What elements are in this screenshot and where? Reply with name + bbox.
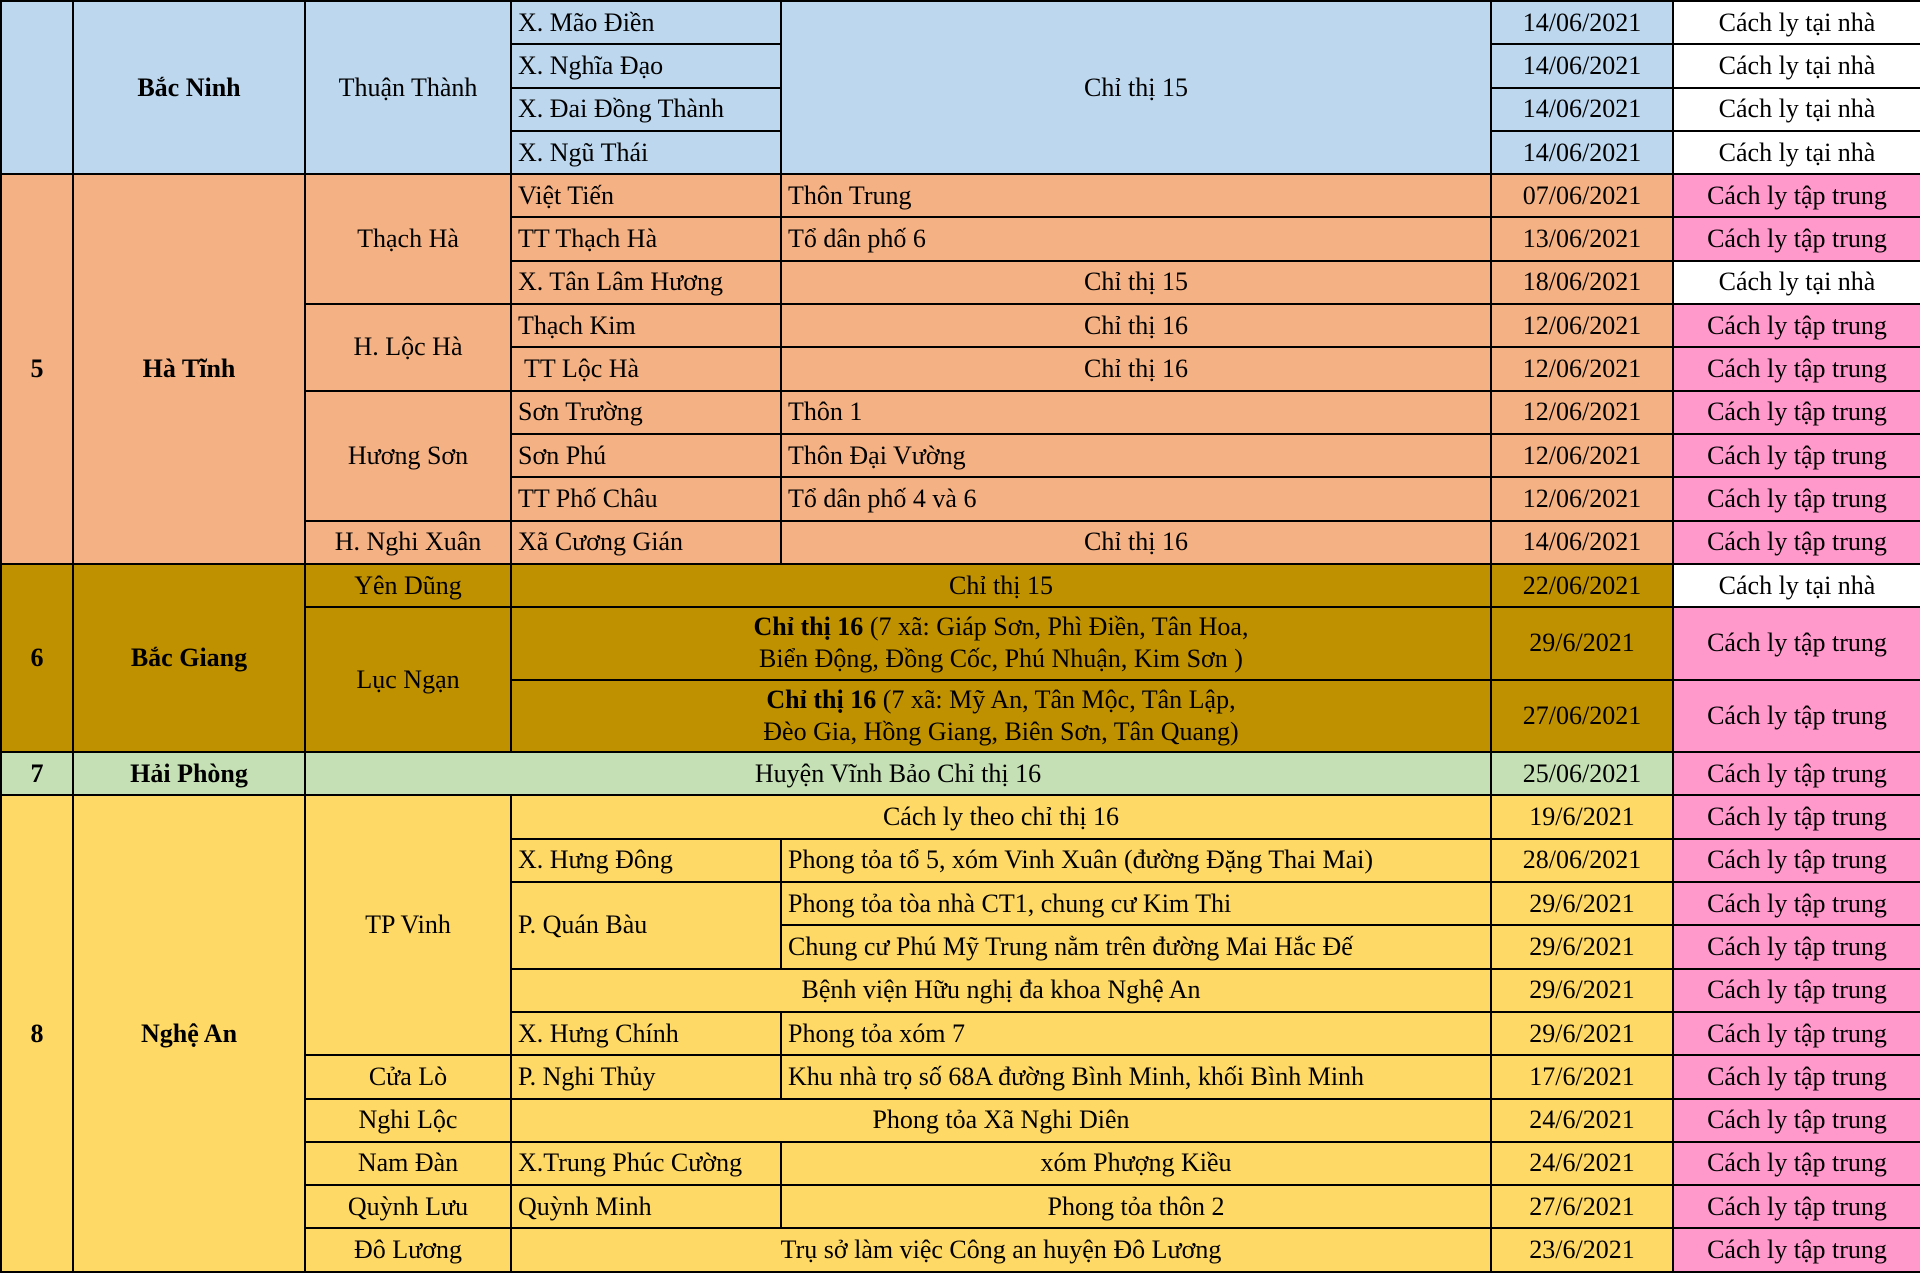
status-cell: Cách ly tập trung — [1673, 217, 1920, 260]
district-cell: H. Lộc Hà — [305, 304, 511, 391]
date-cell: 22/06/2021 — [1491, 564, 1673, 607]
commune-cell: TT Phố Châu — [511, 477, 781, 520]
date-cell: 14/06/2021 — [1491, 44, 1673, 87]
province-cell: Hải Phòng — [73, 752, 305, 795]
detail-cell: Thôn Đại Vường — [781, 434, 1491, 477]
commune-cell: Xã Cương Gián — [511, 521, 781, 564]
status-cell: Cách ly tập trung — [1673, 304, 1920, 347]
detail-cell: Phong tỏa tổ 5, xóm Vinh Xuân (đường Đặng Thai Mai) — [781, 839, 1491, 882]
status-cell: Cách ly tập trung — [1673, 969, 1920, 1012]
detail-cell: Chung cư Phú Mỹ Trung nằm trên đường Mai Hắc Đế — [781, 925, 1491, 968]
date-cell: 24/6/2021 — [1491, 1099, 1673, 1142]
date-cell: 29/6/2021 — [1491, 607, 1673, 680]
detail-cell: xóm Phượng Kiều — [781, 1142, 1491, 1185]
measure-cell: Phong tỏa Xã Nghi Diên — [511, 1099, 1491, 1142]
commune-cell: X. Tân Lâm Hương — [511, 261, 781, 304]
date-cell: 29/6/2021 — [1491, 882, 1673, 925]
measure-line-2: Biển Động, Đồng Cốc, Phú Nhuận, Kim Sơn ) — [759, 644, 1243, 674]
measure-line-1: (7 xã: Giáp Sơn, Phì Điền, Tân Hoa, — [863, 612, 1249, 642]
table-row — [1, 795, 1920, 838]
status-cell: Cách ly tập trung — [1673, 521, 1920, 564]
province-cell: Hà Tĩnh — [73, 174, 305, 564]
status-cell: Cách ly tập trung — [1673, 1012, 1920, 1055]
date-cell: 13/06/2021 — [1491, 217, 1673, 260]
commune-cell: Thạch Kim — [511, 304, 781, 347]
commune-cell: P. Nghi Thủy — [511, 1055, 781, 1098]
date-cell: 25/06/2021 — [1491, 752, 1673, 795]
table-row — [1, 752, 1920, 795]
commune-cell: TT Lộc Hà — [511, 347, 781, 390]
detail-cell: Thôn 1 — [781, 391, 1491, 434]
table-row — [1, 564, 1920, 607]
date-cell: 07/06/2021 — [1491, 174, 1673, 217]
commune-cell: Sơn Trường — [511, 391, 781, 434]
commune-cell: Việt Tiến — [511, 174, 781, 217]
status-cell: Cách ly tập trung — [1673, 752, 1920, 795]
commune-cell: X.Trung Phúc Cường — [511, 1142, 781, 1185]
commune-cell: TT Thạch Hà — [511, 217, 781, 260]
date-cell: 14/06/2021 — [1491, 521, 1673, 564]
measure-bold-label: Chỉ thị 16 — [766, 684, 877, 714]
measure-cell: Cách ly theo chỉ thị 16 — [511, 795, 1491, 838]
table-row — [1, 174, 1920, 217]
date-cell: 19/6/2021 — [1491, 795, 1673, 838]
detail-cell: Phong tỏa thôn 2 — [781, 1185, 1491, 1228]
detail-cell: Tổ dân phố 4 và 6 — [781, 477, 1491, 520]
status-cell: Cách ly tập trung — [1673, 1228, 1920, 1272]
province-cell: Bắc Ninh — [73, 1, 305, 174]
date-cell: 29/6/2021 — [1491, 925, 1673, 968]
commune-cell: X. Ngũ Thái — [511, 131, 781, 174]
status-cell: Cách ly tập trung — [1673, 839, 1920, 882]
status-cell: Cách ly tập trung — [1673, 347, 1920, 390]
measure-cell: Chỉ thị 15 — [511, 564, 1491, 607]
table-row — [1, 1, 1920, 44]
district-cell: Lục Ngạn — [305, 607, 511, 752]
status-cell: Cách ly tập trung — [1673, 925, 1920, 968]
date-cell: 14/06/2021 — [1491, 88, 1673, 131]
date-cell: 24/6/2021 — [1491, 1142, 1673, 1185]
date-cell: 17/6/2021 — [1491, 1055, 1673, 1098]
stt-cell — [1, 1, 73, 174]
status-cell: Cách ly tập trung — [1673, 174, 1920, 217]
district-cell: Thuận Thành — [305, 1, 511, 174]
date-cell: 12/06/2021 — [1491, 391, 1673, 434]
detail-cell: Phong tỏa xóm 7 — [781, 1012, 1491, 1055]
date-cell: 12/06/2021 — [1491, 477, 1673, 520]
status-cell: Cách ly tại nhà — [1673, 88, 1920, 131]
stt-cell: 8 — [1, 795, 73, 1272]
status-cell: Cách ly tập trung — [1673, 434, 1920, 477]
commune-cell: X. Mão Điền — [511, 1, 781, 44]
date-cell: 28/06/2021 — [1491, 839, 1673, 882]
stt-cell: 6 — [1, 564, 73, 752]
commune-cell: Sơn Phú — [511, 434, 781, 477]
commune-cell: X. Đai Đồng Thành — [511, 88, 781, 131]
date-cell: 27/6/2021 — [1491, 1185, 1673, 1228]
measure-cell — [511, 680, 1491, 753]
detail-cell: Tổ dân phố 6 — [781, 217, 1491, 260]
status-cell: Cách ly tập trung — [1673, 795, 1920, 838]
detail-cell: Phong tỏa tòa nhà CT1, chung cư Kim Thi — [781, 882, 1491, 925]
measure-cell: Chỉ thị 15 — [781, 1, 1491, 174]
status-cell: Cách ly tập trung — [1673, 680, 1920, 753]
district-cell: Thạch Hà — [305, 174, 511, 304]
province-cell: Bắc Giang — [73, 564, 305, 752]
commune-cell: P. Quán Bàu — [511, 882, 781, 969]
commune-cell: X. Hưng Chính — [511, 1012, 781, 1055]
status-cell: Cách ly tập trung — [1673, 882, 1920, 925]
detail-cell: Chỉ thị 16 — [781, 521, 1491, 564]
date-cell: 29/6/2021 — [1491, 1012, 1673, 1055]
status-cell: Cách ly tập trung — [1673, 1055, 1920, 1098]
measure-line-2: Đèo Gia, Hồng Giang, Biên Sơn, Tân Quang) — [763, 716, 1239, 746]
measure-cell: Huyện Vĩnh Bảo Chỉ thị 16 — [305, 752, 1491, 795]
district-cell: Đô Lương — [305, 1228, 511, 1272]
status-cell: Cách ly tại nhà — [1673, 44, 1920, 87]
district-cell: Yên Dũng — [305, 564, 511, 607]
detail-cell: Chỉ thị 15 — [781, 261, 1491, 304]
measure-cell: Trụ sở làm việc Công an huyện Đô Lương — [511, 1228, 1491, 1272]
detail-cell: Chỉ thị 16 — [781, 304, 1491, 347]
date-cell: 18/06/2021 — [1491, 261, 1673, 304]
date-cell: 12/06/2021 — [1491, 347, 1673, 390]
status-cell: Cách ly tại nhà — [1673, 131, 1920, 174]
date-cell: 14/06/2021 — [1491, 131, 1673, 174]
district-cell: Nam Đàn — [305, 1142, 511, 1185]
status-cell: Cách ly tại nhà — [1673, 261, 1920, 304]
date-cell: 27/06/2021 — [1491, 680, 1673, 753]
stt-cell: 7 — [1, 752, 73, 795]
status-cell: Cách ly tại nhà — [1673, 564, 1920, 607]
measure-line-1: (7 xã: Mỹ An, Tân Mộc, Tân Lập, — [876, 684, 1236, 714]
district-cell: Nghi Lộc — [305, 1099, 511, 1142]
district-cell: Hương Sơn — [305, 391, 511, 521]
detail-cell: Chỉ thị 16 — [781, 347, 1491, 390]
status-cell: Cách ly tập trung — [1673, 607, 1920, 680]
measure-cell — [511, 607, 1491, 680]
measure-bold-label: Chỉ thị 16 — [753, 612, 864, 642]
status-cell: Cách ly tập trung — [1673, 391, 1920, 434]
status-cell: Cách ly tập trung — [1673, 1142, 1920, 1185]
detail-cell: Khu nhà trọ số 68A đường Bình Minh, khối Bình Minh — [781, 1055, 1491, 1098]
district-cell: Quỳnh Lưu — [305, 1185, 511, 1228]
commune-cell: X. Nghĩa Đạo — [511, 44, 781, 87]
commune-cell: Quỳnh Minh — [511, 1185, 781, 1228]
status-cell: Cách ly tại nhà — [1673, 1, 1920, 44]
stt-cell: 5 — [1, 174, 73, 564]
date-cell: 14/06/2021 — [1491, 1, 1673, 44]
status-cell: Cách ly tập trung — [1673, 1185, 1920, 1228]
date-cell: 12/06/2021 — [1491, 304, 1673, 347]
measure-cell: Bệnh viện Hữu nghị đa khoa Nghệ An — [511, 969, 1491, 1012]
date-cell: 23/6/2021 — [1491, 1228, 1673, 1272]
commune-cell: X. Hưng Đông — [511, 839, 781, 882]
province-cell: Nghệ An — [73, 795, 305, 1272]
district-cell: H. Nghi Xuân — [305, 521, 511, 564]
detail-cell: Thôn Trung — [781, 174, 1491, 217]
date-cell: 12/06/2021 — [1491, 434, 1673, 477]
district-cell: TP Vinh — [305, 795, 511, 1055]
status-cell: Cách ly tập trung — [1673, 1099, 1920, 1142]
status-cell: Cách ly tập trung — [1673, 477, 1920, 520]
date-cell: 29/6/2021 — [1491, 969, 1673, 1012]
district-cell: Cửa Lò — [305, 1055, 511, 1098]
